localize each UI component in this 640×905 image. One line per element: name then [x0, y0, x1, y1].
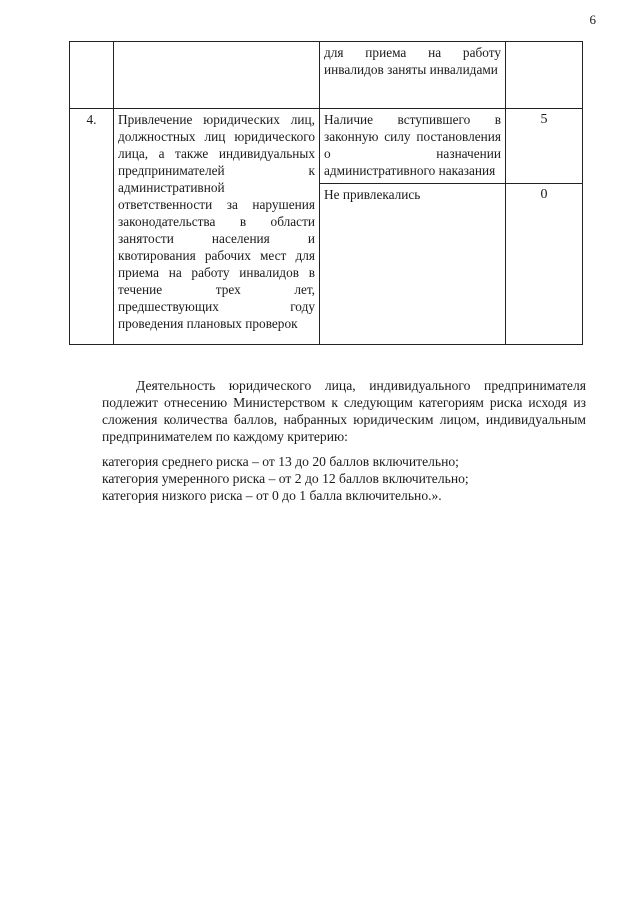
- row-number-cell: 4.: [70, 109, 114, 345]
- score-cell: 5: [506, 109, 583, 184]
- score-cell: 0: [506, 184, 583, 345]
- list-item: категория среднего риска – от 13 до 20 баллов включительно;: [102, 454, 459, 469]
- table-row: [70, 42, 583, 109]
- criterion-cell: Привлечение юридических лиц, должностных лиц юридического лица, а также индивидуальных предпринимателей к административной ответственности за нарушения законодательства в области занятости населения и квотирования рабочих мест для приема на работу инвалидов в течение трех лет, предшествующих году проведения плановых проверок: [114, 109, 320, 345]
- condition-cell: Не привлекались: [320, 184, 506, 345]
- score-cell: [506, 42, 583, 109]
- table-row: [70, 109, 583, 184]
- list-item: категория умеренного риска – от 2 до 12 баллов включительно;: [102, 471, 469, 486]
- row-number-cell: [70, 42, 114, 109]
- list-item: категория низкого риска – от 0 до 1 балла включительно.».: [102, 488, 442, 503]
- condition-cell: для приема на работу инвалидов заняты инвалидами: [320, 42, 506, 109]
- condition-cell: Наличие вступившего в законную силу постановления о назначении административного наказания: [320, 109, 506, 184]
- page-number: 6: [589, 12, 596, 27]
- criterion-cell: [114, 42, 320, 109]
- risk-category-paragraph: Деятельность юридического лица, индивидуального предпринимателя подлежит отнесению Министерством к следующим категориям риска исходя из сложения количества баллов, набранных юридическим лицом, индивидуальным предпринимателем по каждому критерию:: [102, 378, 586, 444]
- risk-criteria-table: [69, 41, 583, 345]
- risk-category-list: [102, 453, 469, 504]
